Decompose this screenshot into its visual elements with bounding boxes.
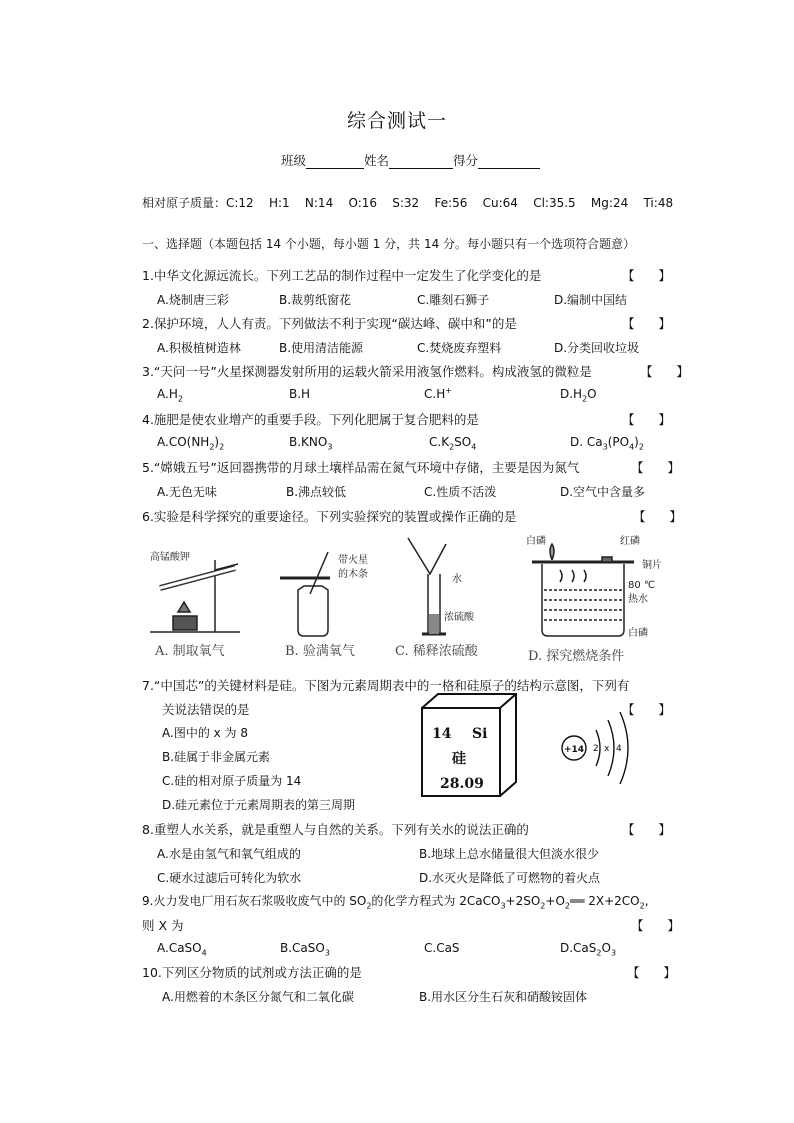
answer-bracket[interactable]: 【 】	[631, 460, 680, 475]
question-1-stem: 1.中华文化源远流长。下列工艺品的制作过程中一定发生了化学变化的是	[142, 268, 542, 283]
q7-option-d[interactable]: D.硅元素位于元素周期表的第三周期	[162, 798, 356, 812]
atomic-number: 14	[432, 726, 452, 742]
question-6-stem: 6.实验是科学探究的重要途径。下列实验探究的装置或操作正确的是	[142, 509, 517, 524]
section-heading: 一、选择题（本题包括 14 个小题，每小题 1 分，共 14 分。每小题只有一个选项符合题意）	[142, 237, 636, 251]
label-red-p: 红磷	[620, 536, 640, 547]
figure-b-caption: B. 验满氧气	[285, 644, 355, 659]
atomic-masses: 相对原子质量：C:12 H:1 N:14 O:16 S:32 Fe:56 Cu:64 Cl:35.5 Mg:24 Ti:48	[142, 196, 674, 210]
subscript: 2	[177, 394, 183, 404]
q8-option-c[interactable]: C.硬水过滤后可转化为软水	[157, 871, 302, 885]
figure-c-caption: C. 稀释浓硫酸	[395, 644, 478, 659]
superscript: +	[445, 386, 452, 395]
label-kmno4: 高锰酸钾	[150, 552, 190, 563]
q2-option-d[interactable]: D.分类回收垃圾	[554, 341, 640, 355]
silicon-figures	[418, 690, 658, 802]
option-text: B.KNO	[289, 435, 328, 449]
option-text: B.CaSO	[280, 941, 325, 955]
question-3-stem: 3.“天问一号”火星探测器发射所用的运载火箭采用液氢作燃料。构成液氢的微粒是	[142, 364, 592, 379]
subscript: 2	[209, 442, 215, 452]
figure-b-apparatus	[280, 552, 330, 636]
atomic-mass: 28.09	[440, 776, 484, 792]
q2-option-c[interactable]: C.焚烧废弃塑料	[417, 341, 502, 355]
q3-option-c[interactable]	[424, 387, 452, 401]
figure-c-apparatus	[408, 538, 446, 634]
question-4-stem: 4.施肥是使农业增产的重要手段。下列化肥属于复合肥料的是	[142, 412, 479, 427]
option-text: (PO	[607, 435, 630, 449]
subscript: 2	[540, 901, 546, 911]
question-9-stem	[142, 892, 649, 909]
subscript: 2	[219, 442, 225, 452]
stem-text: +2SO	[505, 894, 541, 908]
q10-option-a[interactable]: A.用燃着的木条区分氮气和二氧化碳	[162, 990, 354, 1004]
option-text: A.CaSO	[157, 941, 202, 955]
page-title: 综合测试一	[346, 110, 447, 132]
stem-text: +O	[545, 894, 565, 908]
score-blank[interactable]	[478, 154, 540, 169]
answer-bracket[interactable]: 【 】	[622, 822, 671, 837]
subscript: 4	[201, 948, 207, 958]
q10-option-b[interactable]: B.用水区分生石灰和硝酸铵固体	[419, 990, 588, 1004]
label-white-p-2: 白磷	[628, 628, 648, 639]
label-temp: 80 ℃	[628, 580, 656, 591]
electron-shell-2: x	[604, 744, 610, 754]
score-label: 得分	[453, 153, 479, 168]
label-white-p: 白磷	[526, 536, 546, 547]
answer-bracket[interactable]: 【 】	[633, 509, 682, 524]
q4-option-d[interactable]	[570, 435, 644, 452]
stem-text: 的化学方程式为 2CaCO	[371, 894, 501, 908]
q8-option-a[interactable]: A.水是由氢气和氧气组成的	[157, 847, 301, 861]
q5-option-d[interactable]: D.空气中含量多	[560, 485, 646, 499]
q9-option-d[interactable]	[560, 941, 617, 958]
label-stick-1: 带火星	[338, 555, 368, 566]
q2-option-b[interactable]: B.使用清洁能源	[279, 341, 364, 355]
subscript: 4	[471, 442, 477, 452]
equals-sign: ══	[569, 894, 585, 908]
option-text: O	[587, 387, 597, 401]
question-2-stem: 2.保护环境，人人有责。下列做法不利于实现“碳达峰、碳中和”的是	[142, 316, 517, 331]
atom-nucleus: +14	[564, 745, 585, 755]
name-label: 姓名	[364, 153, 390, 168]
q1-option-c[interactable]: C.雕刻石狮子	[417, 293, 490, 307]
option-text: A.CO(NH	[157, 435, 210, 449]
subscript: 2	[366, 901, 372, 911]
class-label: 班级	[281, 153, 307, 168]
answer-bracket[interactable]: 【 】	[631, 918, 680, 933]
q7-option-c[interactable]: C.硅的相对原子质量为 14	[162, 774, 302, 788]
q7-option-b[interactable]: B.硅属于非金属元素	[162, 750, 271, 764]
question-7-stem-2: 关说法错误的是	[162, 702, 250, 717]
subscript: 2	[582, 394, 588, 404]
q5-option-b[interactable]: B.沸点较低	[286, 485, 347, 499]
question-9-stem-2: 则 X 为	[142, 918, 184, 933]
q4-option-b[interactable]	[289, 435, 333, 452]
answer-bracket[interactable]: 【 】	[622, 268, 671, 283]
experiment-figures	[140, 530, 680, 670]
option-text: SO	[454, 435, 472, 449]
student-info-row	[281, 151, 540, 169]
q3-option-d[interactable]	[560, 387, 597, 404]
class-blank[interactable]	[306, 154, 364, 169]
question-7-stem: 7.“中国芯”的关键材料是硅。下图为元素周期表中的一格和硅原子的结构示意图，下列有	[142, 678, 630, 693]
option-text: )	[214, 435, 220, 449]
option-text: D. Ca	[570, 435, 603, 449]
element-name: 硅	[452, 751, 466, 767]
element-symbol: Si	[472, 726, 488, 742]
answer-bracket[interactable]: 【 】	[627, 965, 676, 980]
subscript: 3	[500, 901, 506, 911]
q5-option-c[interactable]: C.性质不活泼	[424, 485, 497, 499]
subscript: 3	[610, 948, 617, 958]
q4-option-a[interactable]	[157, 435, 225, 452]
q9-option-a[interactable]	[157, 941, 207, 958]
option-text: )	[634, 435, 639, 449]
option-text: O	[601, 941, 611, 955]
question-10-stem: 10.下列区分物质的试剂或方法正确的是	[142, 965, 362, 980]
label-copper: 铜片	[642, 560, 662, 571]
q1-option-a[interactable]: A.烧制唐三彩	[157, 293, 229, 307]
name-blank[interactable]	[389, 154, 453, 169]
option-text: C.H	[424, 387, 446, 401]
q1-option-d[interactable]: D.编制中国结	[554, 293, 628, 307]
label-hot-water: 热水	[628, 594, 648, 605]
question-5-stem: 5.“嫦娥五号”返回器携带的月球土壤样品需在氮气环境中存储，主要是因为氮气	[142, 460, 580, 475]
question-8-stem: 8.重塑人水关系，就是重塑人与自然的关系。下列有关水的说法正确的	[142, 822, 529, 837]
q1-option-b[interactable]: B.裁剪纸窗花	[279, 293, 352, 307]
answer-bracket[interactable]: 【 】	[622, 316, 671, 331]
electron-shell-3: 4	[616, 744, 622, 754]
figure-d-caption: D. 探究燃烧条件	[528, 649, 625, 664]
q9-option-b[interactable]	[280, 941, 330, 958]
option-text: D.H	[560, 387, 583, 401]
figure-a-caption: A. 制取氧气	[155, 644, 225, 659]
label-acid: 浓硫酸	[444, 612, 474, 623]
answer-bracket[interactable]: 【 】	[622, 412, 671, 427]
q8-option-b[interactable]: B.地球上总水储量很大但淡水很少	[419, 847, 600, 861]
stem-text: ,	[644, 894, 649, 908]
q4-option-c[interactable]	[429, 435, 477, 452]
subscript: 3	[602, 442, 608, 452]
option-text: A.H	[157, 387, 178, 401]
q3-option-a[interactable]	[157, 387, 183, 404]
figure-a-apparatus	[150, 560, 240, 632]
subscript: 3	[324, 948, 330, 958]
answer-bracket[interactable]: 【 】	[622, 702, 671, 717]
label-stick-2: 的木条	[338, 569, 368, 580]
stem-text: 9.火力发电厂用石灰石浆吸收废气中的 SO	[142, 894, 367, 908]
stem-text: 2X+2CO	[584, 894, 640, 908]
subscript: 2	[564, 901, 570, 911]
option-text: C.K	[429, 435, 450, 449]
subscript: 2	[596, 948, 602, 958]
subscript: 2	[639, 901, 645, 911]
label-water: 水	[452, 574, 462, 585]
q5-option-a[interactable]: A.无色无味	[157, 485, 217, 499]
subscript: 3	[327, 442, 333, 452]
subscript: 4	[629, 442, 635, 452]
answer-bracket[interactable]: 【 】	[640, 364, 689, 379]
option-text: D.CaS	[560, 941, 597, 955]
subscript: 2	[449, 442, 455, 452]
q7-option-a[interactable]: A.图中的 x 为 8	[162, 726, 248, 740]
q9-option-c[interactable]: C.CaS	[424, 941, 460, 955]
subscript: 2	[638, 442, 644, 452]
electron-shell-1: 2	[593, 744, 599, 754]
q2-option-a[interactable]: A.积极植树造林	[157, 341, 241, 355]
q8-option-d[interactable]: D.水灭火是降低了可燃物的着火点	[419, 871, 601, 885]
q3-option-b[interactable]: B.H	[289, 387, 311, 401]
figure-d-apparatus	[532, 544, 634, 636]
